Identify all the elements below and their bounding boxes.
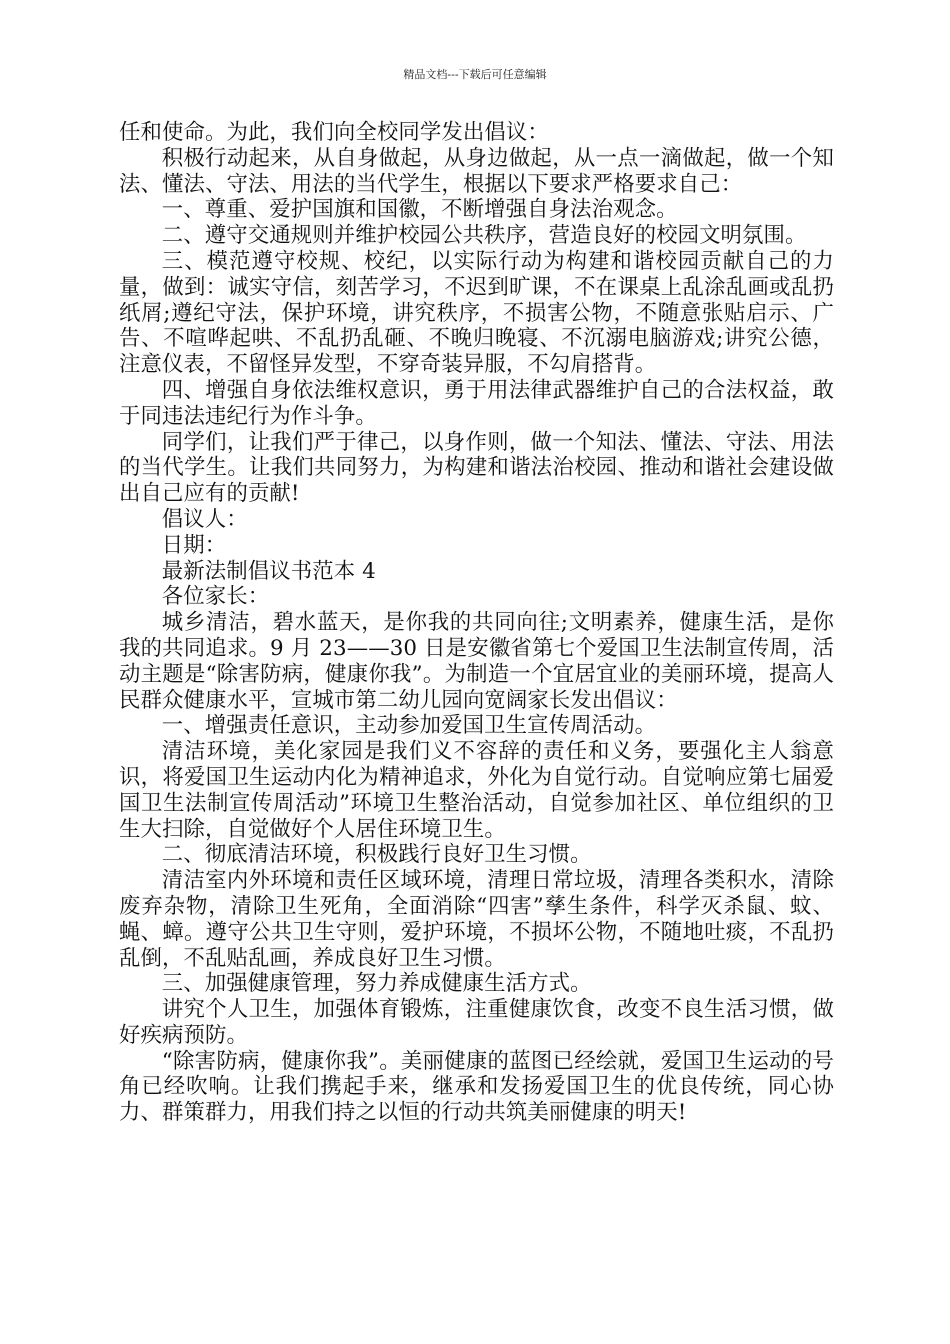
paragraph: 三、模范遵守校规、校纪，以实际行动为构建和谐校园贡献自己的力量，做到：诚实守信，刻苦学习，不迟到旷课，不在课桌上乱涂乱画或乱扔纸屑;遵纪守法，保护环境，讲究秩序，不损害公物，不随意张贴启示、广告、不喧哗起哄、不乱扔乱砸、不晚归晚寝、不沉溺电脑游戏;讲究公德，注意仪表，不留怪异发型，不穿奇装异服，不勾肩搭背。 bbox=[119, 248, 834, 378]
paragraph: 城乡清洁，碧水蓝天，是你我的共同向往;文明素养，健康生活，是你我的共同追求。9 月 23——30 日是安徽省第七个爱国卫生法制宣传周，活动主题是“除害防病，健康你我”。为制造一个宜居宜业的美丽环境，提高人民群众健康水平，宣城市第二幼儿园向宽阔家长发出倡议： bbox=[119, 610, 834, 713]
document-body bbox=[119, 120, 834, 1126]
paragraph: 积极行动起来，从自身做起，从身边做起，从一点一滴做起，做一个知法、懂法、守法、用法的当代学生，根据以下要求严格要求自己： bbox=[119, 145, 834, 197]
section-title: 最新法制倡议书范本 4 bbox=[161, 558, 376, 584]
date-line: 日期： bbox=[161, 532, 227, 558]
paragraph: 二、遵守交通规则并维护校园公共秩序，营造良好的校园文明氛围。 bbox=[161, 223, 807, 249]
paragraph: 三、加强健康管理，努力养成健康生活方式。 bbox=[161, 971, 592, 997]
paragraph: 同学们，让我们严于律己，以身作则，做一个知法、懂法、守法、用法的当代学生。让我们共同努力，为构建和谐法治校园、推动和谐社会建设做出自己应有的贡献! bbox=[119, 429, 834, 507]
paragraph: 任和使命。为此，我们向全校同学发出倡议： bbox=[119, 120, 549, 145]
signature-line: 倡议人： bbox=[161, 506, 248, 532]
paragraph: 二、彻底清洁环境，积极践行良好卫生习惯。 bbox=[161, 842, 592, 868]
header-note: 精品文档---下载后可任意编辑 bbox=[403, 68, 547, 81]
paragraph: 讲究个人卫生，加强体育锻炼，注重健康饮食，改变不良生活习惯，做好疾病预防。 bbox=[119, 997, 834, 1048]
paragraph: 一、尊重、爱护国旗和国徽，不断增强自身法治观念。 bbox=[161, 197, 678, 223]
salutation: 各位家长： bbox=[161, 584, 270, 610]
paragraph: 清洁环境，美化家园是我们义不容辞的责任和义务，要强化主人翁意识，将爱国卫生运动内化为精神追求，外化为自觉行动。自觉响应第七届爱国卫生法制宣传周活动”环境卫生整治活动，自觉参加社区、单位组织的卫生大扫除，自觉做好个人居住环境卫生。 bbox=[119, 739, 834, 842]
paragraph: 四、增强自身依法维权意识，勇于用法律武器维护自己的合法权益，敢于同违法违纪行为作斗争。 bbox=[119, 377, 834, 429]
paragraph: 一、增强责任意识，主动参加爱国卫生宣传周活动。 bbox=[161, 713, 657, 739]
paragraph: “除害防病，健康你我”。美丽健康的蓝图已经绘就，爱国卫生运动的号角已经吹响。让我们携起手来，继承和发扬爱国卫生的优良传统，同心协力、群策群力，用我们持之以恒的行动共筑美丽健康的明天! bbox=[119, 1048, 834, 1126]
paragraph: 清洁室内外环境和责任区域环境，清理日常垃圾，清理各类积水，清除废弃杂物，清除卫生死角，全面消除“四害”孳生条件，科学灭杀鼠、蚊、蝇、蟑。遵守公共卫生守则，爱护环境，不损坏公物，不随地吐痰，不乱扔乱倒，不乱贴乱画，养成良好卫生习惯。 bbox=[119, 868, 834, 971]
